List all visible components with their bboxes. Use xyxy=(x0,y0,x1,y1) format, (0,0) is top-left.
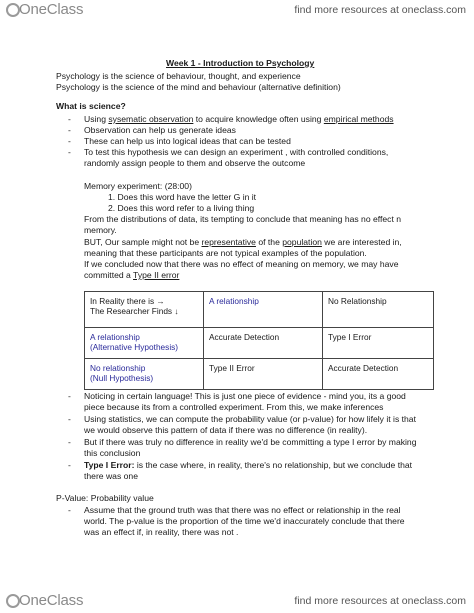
oneclass-logo-icon xyxy=(6,594,20,608)
paragraph-line: committed a Type II error xyxy=(84,270,180,280)
bullet-dash: - xyxy=(68,391,71,401)
bullet-text: world. The p-value is the proportion of the time we'd inaccurately conclude that there xyxy=(84,516,405,526)
error-types-table xyxy=(84,291,434,390)
section-heading: What is science? xyxy=(56,101,126,111)
paragraph-line: meaning that these participants are not typical examples of the population. xyxy=(84,248,367,258)
paragraph-line: If we concluded now that there was no effect of meaning on memory, we may have xyxy=(84,259,399,269)
numbered-item: 1. Does this word have the letter G in it xyxy=(108,192,257,202)
bullet-text: Observation can help us generate ideas xyxy=(84,125,236,135)
term-empirical-methods: empirical methods xyxy=(323,114,394,124)
bullet-dash: - xyxy=(68,460,71,470)
bullet-text: To test this hypothesis we can design an experiment , with controlled conditions, xyxy=(84,147,389,157)
page-title: Week 1 - Introduction to Psychology xyxy=(166,58,315,68)
table-cell: Accurate Detection xyxy=(323,359,434,390)
paragraph-line: BUT, Our sample might not be representative of the population we are interested in, xyxy=(84,237,402,247)
term-representative: representative xyxy=(201,237,256,247)
intro-line: Psychology is the science of the mind and behaviour (alternative definition) xyxy=(56,82,341,92)
find-more-link[interactable]: find more resources at oneclass.com xyxy=(294,595,466,607)
table-cell: Type I Error xyxy=(323,328,434,359)
bullet-dash: - xyxy=(68,147,71,157)
bullet-text: Noticing in certain language! This is just one piece of evidence - mind you, its a good xyxy=(84,391,406,401)
paragraph-line: memory. xyxy=(84,225,117,235)
bullet-dash: - xyxy=(68,114,71,124)
table-row xyxy=(85,292,434,328)
bullet-dash: - xyxy=(68,414,71,424)
type-i-error-label: Type I Error: xyxy=(84,460,135,470)
bullet-dash: - xyxy=(68,437,71,447)
memory-label: Memory experiment: (28:00) xyxy=(84,181,192,191)
paragraph-line: From the distributions of data, its tempting to conclude that meaning has no effect n xyxy=(84,214,402,224)
pvalue-heading: P-Value: Probability value xyxy=(56,493,154,503)
bullet-dash: - xyxy=(68,505,71,515)
oneclass-logo[interactable] xyxy=(6,1,83,18)
oneclass-logo[interactable] xyxy=(6,592,83,609)
bullet-text: we would observe this pattern of data if there was no difference (in reality). xyxy=(84,425,368,435)
table-cell: A relationship (Alternative Hypothesis) xyxy=(85,328,204,359)
bullet-dash: - xyxy=(68,125,71,135)
table-cell: A relationship xyxy=(204,292,323,328)
term-population: population xyxy=(282,237,322,247)
table-cell: No relationship (Null Hypothesis) xyxy=(85,359,204,390)
numbered-item: 2. Does this word refer to a living thing xyxy=(108,203,255,213)
table-row xyxy=(85,328,434,359)
top-banner xyxy=(0,0,474,22)
table-cell: Accurate Detection xyxy=(204,328,323,359)
bullet-text: there was one xyxy=(84,471,138,481)
table-cell: No Relationship xyxy=(323,292,434,328)
bullet-text: Assume that the ground truth was that there was no effect or relationship in the real xyxy=(84,505,401,515)
bullet-text: was an effect if, in reality, there was not . xyxy=(84,527,239,537)
bullet-text: randomly assign people to them and observe the outcome xyxy=(84,158,306,168)
table-cell: In Reality there is → The Researcher Finds ↓ xyxy=(85,292,204,328)
logo-text: OneClass xyxy=(19,592,84,609)
oneclass-logo-icon xyxy=(6,3,20,17)
bullet-text: These can help us into logical ideas that can be tested xyxy=(84,136,291,146)
term-sysematic-observation: sysematic observation xyxy=(108,114,194,124)
logo-text: OneClass xyxy=(19,1,84,18)
term-type-ii-error: Type II error xyxy=(133,270,180,280)
bottom-banner xyxy=(0,591,474,613)
table-row xyxy=(85,359,434,390)
intro-line: Psychology is the science of behaviour, thought, and experience xyxy=(56,71,301,81)
bullet-text: piece because its from a controlled experiment. From this, we make inferences xyxy=(84,402,384,412)
table-cell: Type II Error xyxy=(204,359,323,390)
bullet-text: Using statistics, we can compute the probability value (or p-value) for how lifely it is that xyxy=(84,414,416,424)
bullet-text: But if there was truly no difference in reality we'd be committing a type I error by making xyxy=(84,437,417,447)
bullet-dash: - xyxy=(68,136,71,146)
bullet-text: Using sysematic observation to acquire knowledge often using empirical methods xyxy=(84,114,394,124)
bullet-text: Type I Error: is the case where, in reality, there's no relationship, but we conclude that xyxy=(84,460,413,470)
bullet-text: this conclusion xyxy=(84,448,141,458)
find-more-link[interactable]: find more resources at oneclass.com xyxy=(294,4,466,16)
